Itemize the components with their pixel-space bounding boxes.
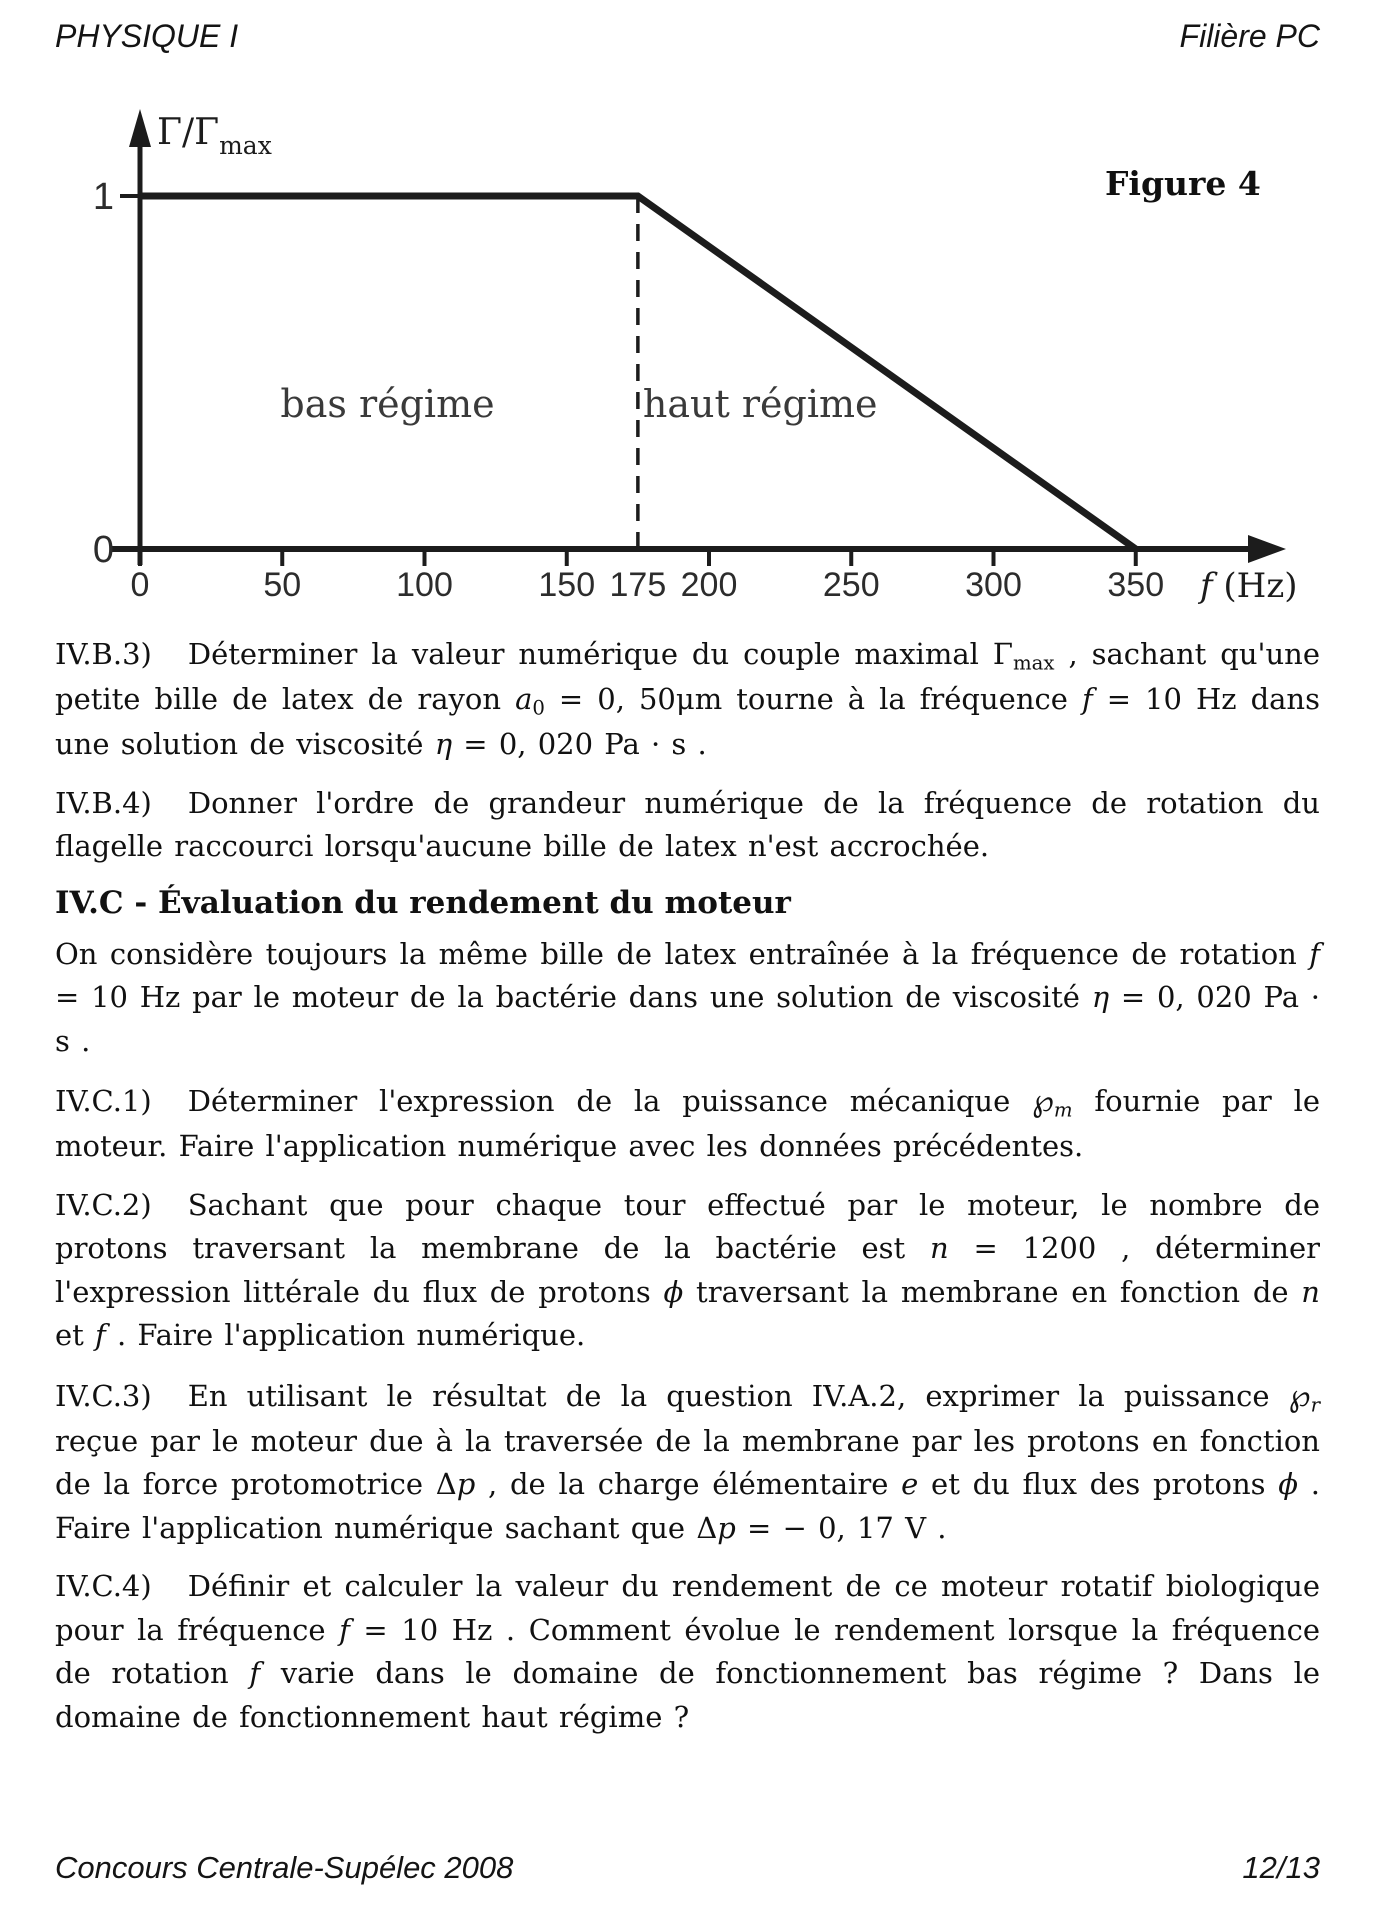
figure-caption: Figure 4: [1105, 164, 1261, 203]
region-label: bas régime: [280, 382, 495, 426]
x-tick-label: 0: [130, 566, 150, 604]
y-tick-label: 0: [92, 529, 114, 571]
question-ivc1-label: IV.C.1): [55, 1084, 152, 1119]
question-content: [55, 633, 1320, 1739]
x-tick-label: 150: [538, 566, 596, 604]
x-tick-label: 200: [680, 566, 738, 604]
x-axis-label: f (Hz): [1200, 566, 1298, 606]
y-axis-label: $\Gamma/\Gamma_{max}$: [157, 112, 272, 160]
question-ivc1: IV.C.1) Déterminer l'expression de la puissance mécanique ℘m fournie par le moteur. Faire l'application numérique avec les données précédentes.: [55, 1083, 1321, 1164]
question-ivc3-label: IV.C.3): [55, 1378, 152, 1413]
y-axis-arrow-icon: [129, 109, 151, 147]
x-tick-label: 250: [822, 566, 880, 604]
question-ivb4: IV.B.4) Donner l'ordre de grandeur numérique de la fréquence de rotation du flagelle raccourci lorsqu'aucune bille de latex n'est accrochée.: [55, 785, 1320, 864]
x-tick-label: 100: [396, 566, 453, 604]
question-ivc3: IV.C.3) En utilisant le résultat de la question IV.A.2, exprimer la puissance ℘r reçue par le moteur due à la traversée de la membrane par les protons en fonction de la force protomotrice Δp , de la charge élémentaire e et du flux des protons ϕ . Faire l'application numérique sachant que Δp = − 0, 17 V .: [55, 1377, 1320, 1545]
question-ivc4-label: IV.C.4): [55, 1569, 152, 1604]
header-subject: PHYSIQUE I: [55, 18, 239, 54]
footer-page-number: 12/13: [1242, 1850, 1320, 1885]
y-tick-label: 1: [92, 176, 114, 218]
page-header: [55, 18, 1320, 55]
x-tick-label: 50: [263, 566, 302, 604]
header-track: Filière PC: [1179, 18, 1320, 54]
question-ivb3-label: IV.B.3): [55, 637, 152, 671]
question-ivc2-label: IV.C.2): [55, 1187, 152, 1222]
x-tick-label: 300: [965, 566, 1022, 604]
x-tick-label: 350: [1107, 566, 1165, 604]
page-footer: [55, 1850, 1320, 1886]
question-ivc4: IV.C.4) Définir et calculer la valeur du rendement de ce moteur rotatif biologique pour la fréquence f = 10 Hz . Comment évolue le rendement lorsque la fréquence de rotation f varie dans le domaine de fonctionnement bas régime ? Dans le domaine de fonctionnement haut régime ?: [55, 1569, 1321, 1734]
paragraph-ivc-intro: On considère toujours la même bille de latex entraînée à la fréquence de rotation f = 10 Hz par le moteur de la bactérie dans une solution de viscosité η = 0, 020 Pa · s .: [55, 936, 1320, 1058]
region-label: haut régime: [642, 382, 878, 426]
x-axis-arrow-icon: [1248, 535, 1286, 563]
section-heading-ivc: IV.C - Évaluation du rendement du moteur: [55, 884, 791, 921]
x-tick-label: 175: [609, 566, 667, 604]
question-ivc2: IV.C.2) Sachant que pour chaque tour effectué par le moteur, le nombre de protons traversant la membrane de la bactérie est n = 1200 , déterminer l'expression littérale du flux de protons ϕ traversant la membrane en fonction de n et f . Faire l'application numérique.: [55, 1187, 1320, 1353]
question-ivb4-label: IV.B.4): [55, 785, 152, 820]
figure-4-chart: [40, 89, 1320, 619]
footer-source: Concours Centrale-Supélec 2008: [55, 1850, 514, 1885]
question-ivb3: IV.B.3) Déterminer la valeur numérique du couple maximal $\Gamma_{max}$ , sachant qu'une petite bille de latex de rayon $a_0 = 0$, 50μm tourne à la fréquence f = 10 Hz dans une solution de viscosité η = 0, 020 Pa · s .: [55, 637, 1320, 762]
